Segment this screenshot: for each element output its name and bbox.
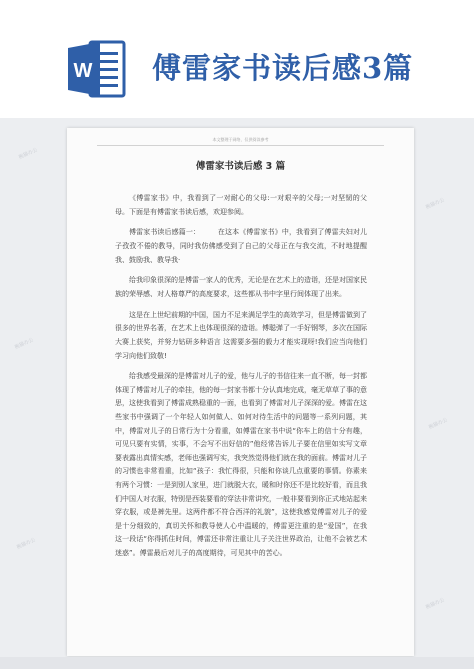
paragraph: 给我感受最深的是傅雷对儿子的爱，他与儿子的书信往来一直不断，每一封都体现了傅雷对儿子的牵挂，他的每一封家书都十分认真地完成，毫无草草了事的意思，这使我看到了傅雷成熟稳重的一面，也看到了傅雷对儿子深深的爱。傅雷在这些家书中强调了一个年轻人如何做人、如何对待生活中的问题等一系列问题，其中，傅雷对儿子的日常行为十分看重，如傅雷在家书中说“你车上的信十分有趣，可见只要有实情，实事，不会写不出好信的”他经常告诉儿子要在信里如实写文章要表露出真情实感，老师也强调写实，我突然觉得他们就在我的面前。傅雷对儿子的习惯也非常看重，比如“孩子：我忙得很，只能和你谈几点重要的事情。你素来有两个习惯：一是到别人家里，进门就脱大衣，暖和时你还不是比较好看，而且我们中国人对衣服，特别是西装要看的穿法非常讲究，一般非要看到你正式地站起来穿衣服，或是裤先里。这两件都不符合西洋的礼貌”，这使我感觉傅雷对儿子的爱是十分细致的，真切关怀和教导使人心中温暖的，傅雷更注重的是“爱国”，在我这一段话“你得抓住时间，傅雷还非常注重让儿子关注世界政治，让他不会被艺术迷惑”。傅雷最后对儿子的高度期待，可见其中的苦心。: [115, 372, 367, 557]
header-note: 本文整理于网络，仅供阅读参考: [212, 137, 269, 142]
footer-bar: [0, 657, 474, 669]
banner: [0, 0, 474, 118]
watermark: 熊猫办公: [17, 147, 39, 161]
watermark: 熊猫办公: [427, 417, 449, 431]
paragraph: 《傅雷家书》中，我看到了一对耐心的父母:一对艰辛的父母;一对坚韧的父母。下面是有傅雷家书读后感，欢迎参阅。: [115, 194, 367, 216]
watermark: 熊猫办公: [13, 337, 35, 351]
watermark: 熊猫办公: [424, 197, 446, 211]
document-page: [67, 128, 414, 656]
watermark: 熊猫办公: [424, 597, 446, 611]
paragraph: 给我印象很深的是傅雷一家人的优秀，无论是在艺术上的造诣，还是对国家民族的荣辱感、对人格尊严的高度要求，这些都从书中字里行间体现了出来。: [115, 276, 367, 298]
document-title: 傅雷家书读后感 3 篇: [195, 161, 286, 172]
banner-title: 傅雷家书读后感3篇: [152, 51, 414, 85]
word-document-icon: [66, 38, 128, 100]
header-divider: [97, 145, 384, 146]
document-body: [115, 192, 367, 568]
svg-text:W: W: [73, 60, 93, 82]
paragraph: 傅雷家书读后感篇一： 在这本《傅雷家书》中，我看到了傅雷夫妇对儿子孜孜不倦的教导，同时我仿佛感受到了自己的父母正在与我交流，不时地提醒我、鼓励我、教导我·: [115, 228, 367, 264]
watermark: 熊猫办公: [15, 537, 37, 551]
paragraph: 这是在上世纪前期的中国，国力不足来满足学生的高效学习，但是傅雷做到了很多的世界名著，在艺术上也体现很深的造诣。傅聪弹了一手好钢琴，多次在国际大赛上获奖，并努力钻研多种语言 这需要多强的毅力才能实现呀!我们应当向他们学习向他们致敬!: [115, 310, 367, 360]
